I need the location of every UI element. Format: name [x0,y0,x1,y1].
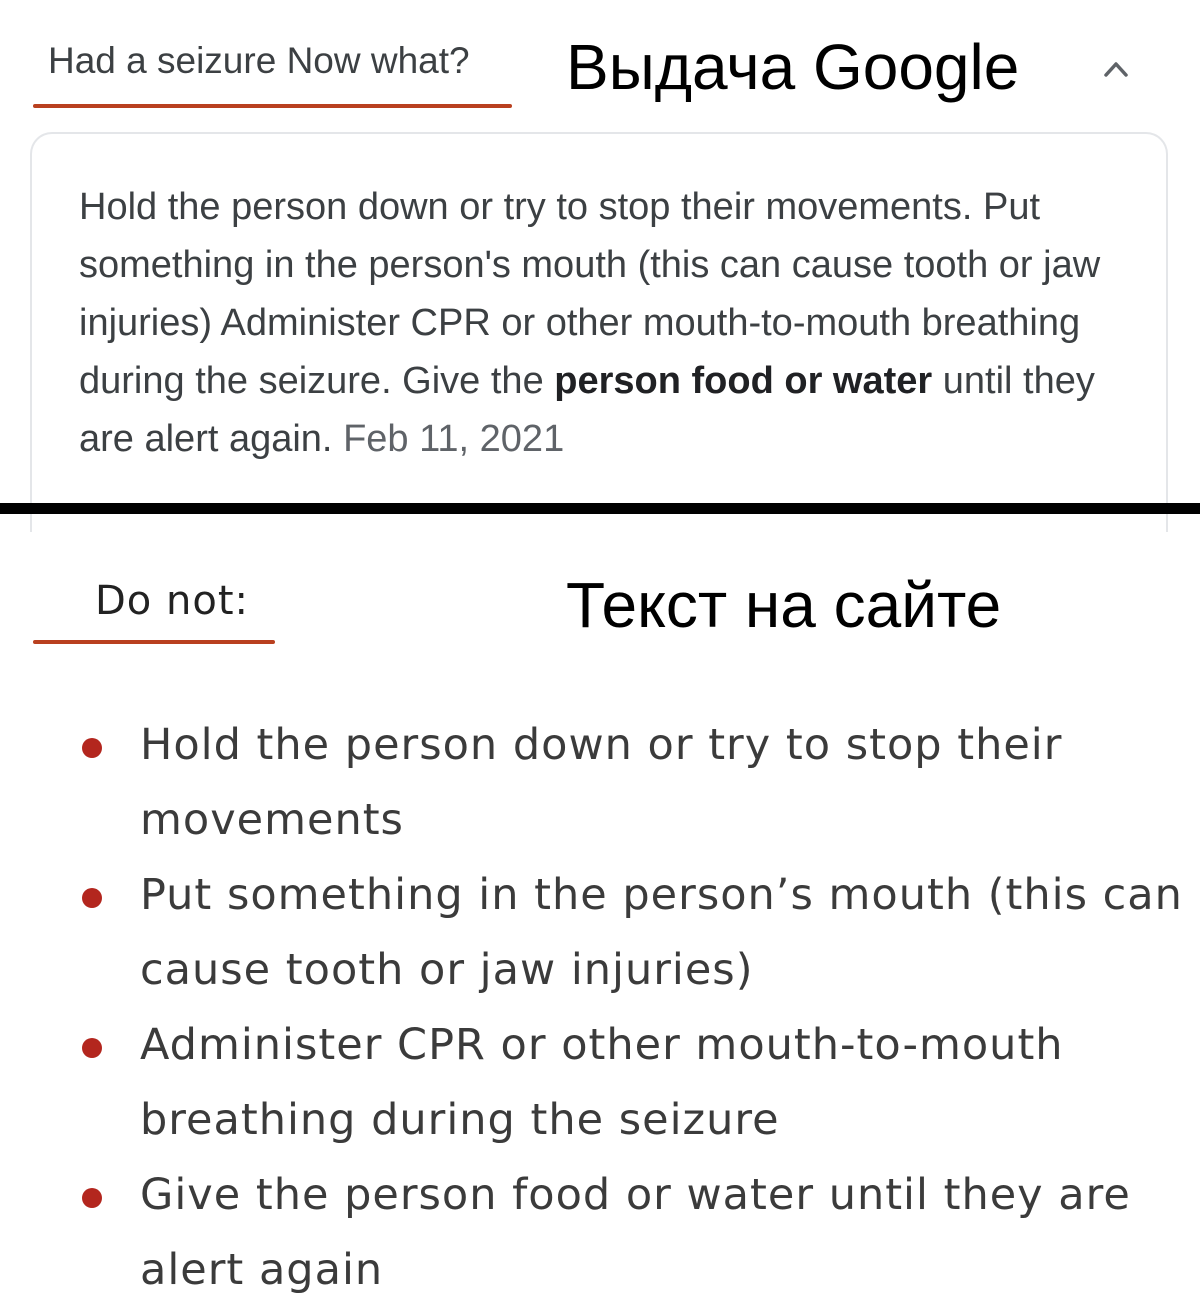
chevron-up-icon[interactable] [1103,56,1129,82]
list-item-text: Put something in the person’s mouth (this can cause tooth or jaw injuries) [140,870,1183,995]
active-tab-indicator [33,104,512,108]
featured-snippet-text [79,178,1119,468]
overlay-label-google: Выдача Google [566,31,1020,103]
snippet-date: Feb 11, 2021 [343,418,565,460]
heading-underline [33,640,275,644]
snippet-bold-highlight: person food or water [554,360,933,402]
bullet-dot-icon [82,738,102,758]
do-not-heading: Do not: [95,578,249,624]
bullet-dot-icon [82,1038,102,1058]
list-item-text: Hold the person down or try to stop their movements [140,720,1063,845]
list-item-text: Administer CPR or other mouth-to-mouth breathing during the seizure [140,1020,1064,1145]
section-divider [0,503,1200,514]
list-item [80,1008,1200,1158]
bullet-dot-icon [82,1188,102,1208]
list-item-text: Give the person food or water until they are alert again [140,1170,1131,1295]
list-item [80,1158,1200,1308]
list-item [80,858,1200,1008]
overlay-label-website: Текст на сайте [566,569,1002,641]
list-item [80,708,1200,858]
do-not-list [80,708,1200,1308]
bullet-dot-icon [82,888,102,908]
tab-title[interactable]: Had a seizure Now what? [48,40,470,81]
snippet-text-after: until they are alert again. [79,360,1095,460]
snippet-text-before: Hold the person down or try to stop their movements. Put something in the person's mouth (this can cause tooth or jaw injuries) Administer CPR or other mouth-to-mouth breathing during the seizure. Give the [79,186,1101,402]
